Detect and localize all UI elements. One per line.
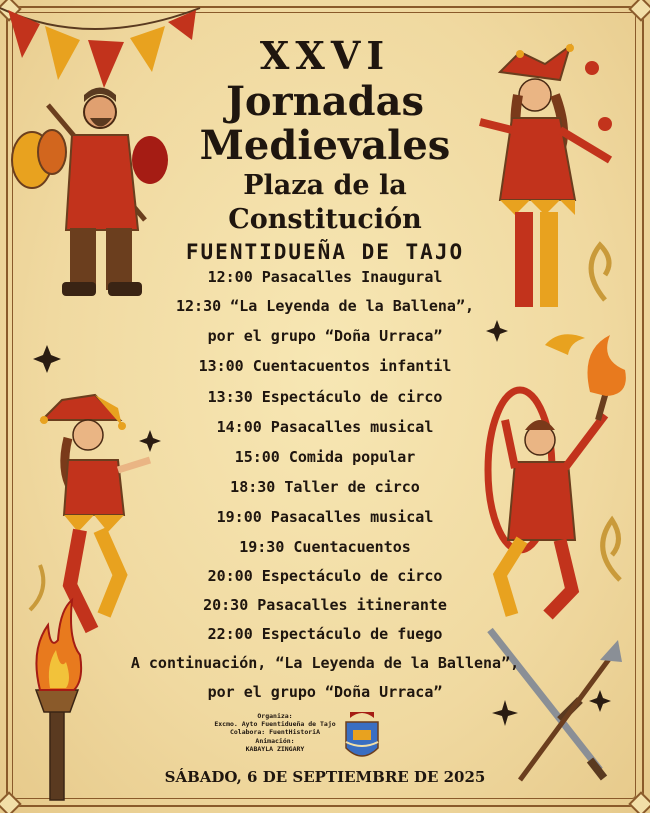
organiza-value: Excmo. Ayto Fuentidueña de Tajo <box>214 720 336 729</box>
event-date: SÁBADO, 6 DE SEPTIEMBRE DE 2025 <box>164 768 486 786</box>
credits-block <box>210 712 340 753</box>
town-name: FUENTIDUEÑA DE TAJO <box>185 240 465 264</box>
schedule-item: 14:00 Pasacalles musical <box>216 418 434 436</box>
animacion-value: KABAYLA ZINGARY <box>245 744 305 753</box>
animacion-label: Animación: <box>255 736 295 745</box>
schedule-item: 13:00 Cuentacuentos infantil <box>198 357 452 375</box>
schedule-item: 12:30 “La Leyenda de la Ballena”, <box>175 297 474 315</box>
coat-of-arms-icon <box>346 712 378 756</box>
colabora-line: Colabora: FuentHistoriA <box>229 728 320 737</box>
edition-number: XXVI <box>259 33 391 78</box>
schedule-item: 20:00 Espectáculo de circo <box>207 567 443 585</box>
schedule-item: A continuación, “La Leyenda de la Ballena”, <box>130 654 520 672</box>
venue-line-1: Plaza de la <box>243 170 407 201</box>
schedule-item: 12:00 Pasacalles Inaugural <box>207 268 443 286</box>
schedule-item: por el grupo “Doña Urraca” <box>207 327 443 345</box>
schedule-item: 19:30 Cuentacuentos <box>239 538 411 556</box>
schedule-item: 19:00 Pasacalles musical <box>216 508 434 526</box>
schedule-item: 20:30 Pasacalles itinerante <box>203 596 447 614</box>
schedule-item: 15:00 Comida popular <box>234 448 416 466</box>
venue-line-2: Constitución <box>228 204 422 235</box>
schedule-item: 18:30 Taller de circo <box>230 478 420 496</box>
schedule-item: 22:00 Espectáculo de fuego <box>207 625 443 643</box>
title-jornadas: Jornadas <box>225 78 425 125</box>
schedule-item: 13:30 Espectáculo de circo <box>207 388 443 406</box>
organiza-label: Organiza: <box>257 712 293 720</box>
schedule-item: por el grupo “Doña Urraca” <box>207 683 443 701</box>
title-medievales: Medievales <box>199 122 451 169</box>
